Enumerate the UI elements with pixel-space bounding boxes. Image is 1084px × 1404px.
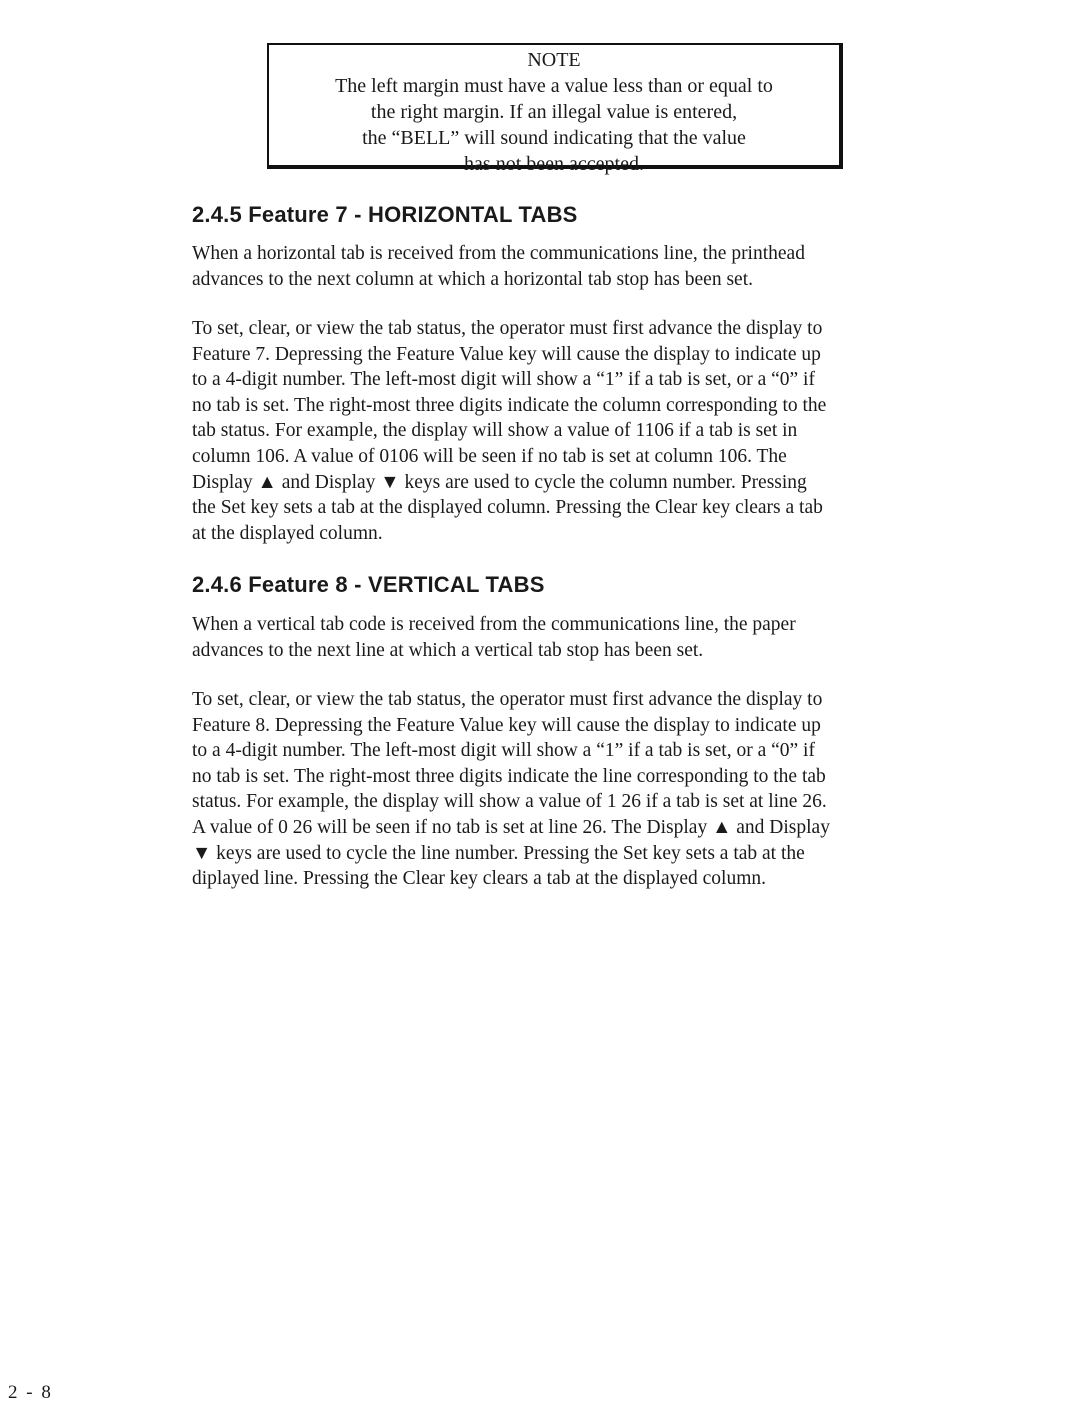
section-heading-245: 2.4.5 Feature 7 - HORIZONTAL TABS <box>192 202 578 227</box>
text-line: When a vertical tab code is received from the communications line, the paper <box>192 614 796 635</box>
text-line: Display ▲ and Display ▼ keys are used to cycle the column number. Pressing <box>192 471 807 493</box>
text-line: column 106. A value of 0106 will be seen if no tab is set at column 106. The <box>192 445 787 467</box>
page-number: 2 - 8 <box>8 1382 53 1403</box>
text-line: to a 4-digit number. The left-most digit will show a “1” if a tab is set, or a “0” if <box>192 369 815 391</box>
text-line: at the displayed column. <box>192 522 383 544</box>
text-line: no tab is set. The right-most three digits indicate the column corresponding to the <box>192 394 827 416</box>
text-line: advances to the next column at which a horizontal tab stop has been set. <box>192 268 753 290</box>
note-line: The left margin must have a value less than or equal to <box>335 75 773 97</box>
text-line: ▼ keys are used to cycle the line number. Pressing the Set key sets a tab at the <box>192 842 805 864</box>
note-line: has not been accepted. <box>464 153 644 175</box>
text-line: advances to the next line at which a vertical tab stop has been set. <box>192 639 704 661</box>
section-246-paragraph-2 <box>192 687 932 892</box>
text-line: status. For example, the display will show a value of 1 26 if a tab is set at line 26. <box>192 791 827 813</box>
note-line: the right margin. If an illegal value is entered, <box>370 101 738 123</box>
text-line: to a 4-digit number. The left-most digit will show a “1” if a tab is set, or a “0” if <box>192 740 815 762</box>
text-line: Feature 8. Depressing the Feature Value key will cause the display to indicate up <box>192 714 821 736</box>
section-heading-246: 2.4.6 Feature 8 - VERTICAL TABS <box>192 572 545 597</box>
text-line: the Set key sets a tab at the displayed column. Pressing the Clear key clears a tab <box>192 497 823 519</box>
text-line: A value of 0 26 will be seen if no tab is set at line 26. The Display ▲ and Display <box>192 816 830 838</box>
section-245-paragraph-2 <box>192 316 932 546</box>
text-line: When a horizontal tab is received from the communications line, the printhead <box>192 243 805 264</box>
note-box <box>267 43 843 175</box>
section-246-paragraph-1 <box>192 612 932 663</box>
text-line: To set, clear, or view the tab status, the operator must first advance the display to <box>192 689 823 710</box>
text-line: tab status. For example, the display will show a value of 1106 if a tab is set in <box>192 420 798 442</box>
text-line: no tab is set. The right-most three digits indicate the line corresponding to the tab <box>192 765 826 787</box>
text-line: To set, clear, or view the tab status, the operator must first advance the display to <box>192 318 823 339</box>
note-title: NOTE <box>527 49 581 71</box>
note-line: the “BELL” will sound indicating that the value <box>362 127 746 149</box>
text-line: Feature 7. Depressing the Feature Value key will cause the display to indicate up <box>192 343 821 365</box>
section-245-paragraph-1 <box>192 241 932 292</box>
text-line: diplayed line. Pressing the Clear key clears a tab at the displayed column. <box>192 868 766 890</box>
